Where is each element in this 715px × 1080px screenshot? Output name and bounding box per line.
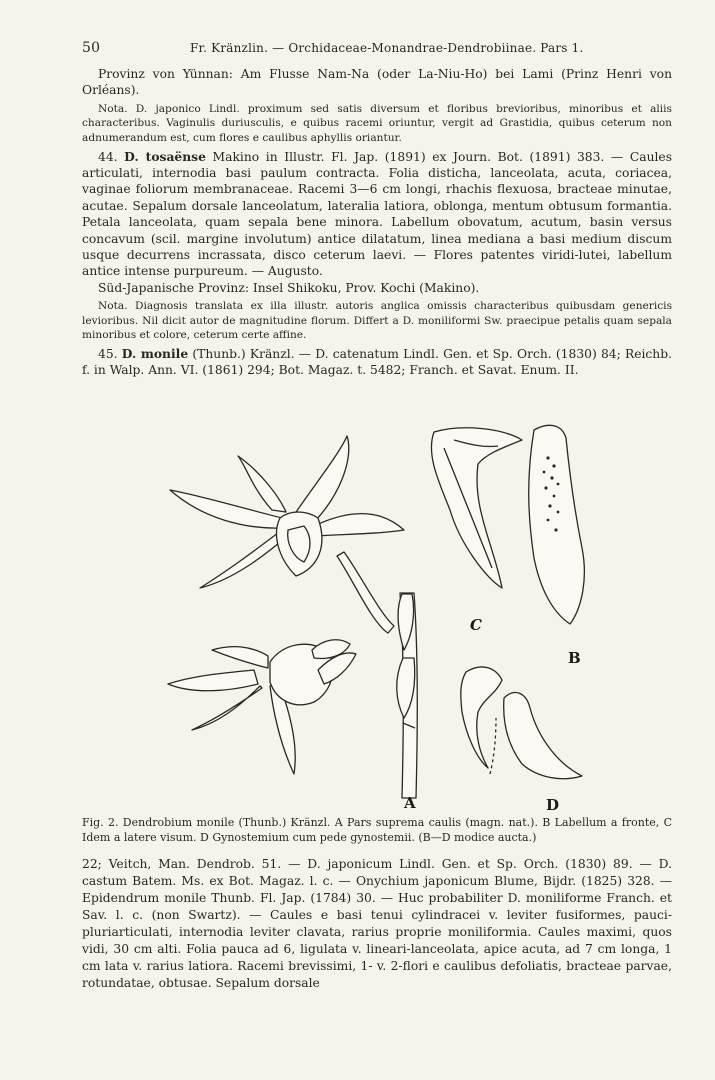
paragraph-nota-2: Nota. Diagnosis translata ex illa illustr. autoris anglica omissis characteribus quibusdam genericis levioribus. Nil dicit autor de magnitudine florum. Differt a D. moniliformi Sw. praecipue petalis quam sepala minoribus et colore, ceterum certe affine.	[82, 300, 672, 342]
species-name: D. tosaënse	[124, 148, 206, 164]
figure-label-a: A	[404, 794, 416, 810]
page-number: 50	[82, 40, 101, 56]
paragraph-distribution-japan: Süd-Japanische Provinz: Insel Shikoku, Prov. Kochi (Makino).	[98, 280, 480, 295]
species-synonyms: (Thunb.) Kränzl. — D. catenatum Lindl. Gen. et Sp. Orch. (1830) 84; Reichb. f. in Walp. Ann. VI. (1861) 294; Bot. Magaz. t. 5482; Franch. et Savat. Enum. II.	[82, 347, 672, 378]
paragraph-distribution-yunnan: Provinz von Yünnan: Am Flusse Nam-Na (oder La-Niu-Ho) bei Lami (Prinz Henri von Orléans).	[82, 67, 672, 98]
figure-caption: Fig. 2. Dendrobium monile (Thunb.) Kränzl. A Pars suprema caulis (magn. nat.). B Labellum a fronte, C Idem a latere visum. D Gynostemium cum pede gynostemii. (B—D modice aucta.)	[82, 816, 672, 844]
paragraph-nota-1: Nota. D. japonico Lindl. proximum sed satis diversum et floribus brevioribus, minoribus et aliis characteribus. Vaginulis duriusculis, e quibus racemi oriuntur, vergit ad Grastidia, quibus ceterum non adnumerandum est, cum flores e caulibus aphyllis oriantur.	[82, 102, 672, 144]
gynostemium-drawing	[461, 667, 582, 779]
labellum-front-drawing	[529, 425, 585, 624]
paragraph-species-45-continued: 22; Veitch, Man. Dendrob. 51. — D. japonicum Lindl. Gen. et Sp. Orch. (1830) 89. — D. castum Batem. Ms. ex Bot. Magaz. l. c. — Onychium japonicum Blume, Bijdr. (1825) 328. — Epidendrum monile Thunb. Fl. Jap. (1784) 30. — Huc probabiliter D. moniliforme Franch. et Sav. l. c. (non Swartz). — Caules e basi tenui cylindracei v. leviter fusiformes, pauci-pluriarticulati, internodia leviter clavata, rarius proprie moniliformia. Caules maximi, quos vidi, 30 cm alti. Folia pauca ad 6, ligulata v. lineari-lanceolata, apice acuta, ad 7 cm longa, 1 cm lata v. rarius latiora. Racemi brevissimi, 1- v. 2-flori e caulibus defoliatis, bracteae parvae, rotundatae, obtusae. Sepalum dorsale	[82, 857, 672, 990]
figure-label-b: B	[568, 649, 581, 667]
orchid-drawing	[82, 418, 672, 810]
species-number: 45.	[98, 347, 118, 362]
labellum-side-drawing	[431, 428, 522, 588]
upper-flower-drawing	[170, 436, 404, 588]
running-title: Fr. Kränzlin. — Orchidaceae-Monandrae-Dendrobiinae. Pars 1.	[190, 41, 584, 55]
continuation-text	[82, 856, 672, 992]
lower-flower-drawing	[168, 640, 356, 774]
stem-drawing	[337, 552, 417, 798]
species-description: Makino in Illustr. Fl. Jap. (1891) ex Journ. Bot. (1891) 383. — Caules articulati, internodia basi paulum contracta. Folia disticha, lanceolata, acuta, coriacea, vaginae foliorum membranaceae. Racemi 3—6 cm longi, rhachis flexuosa, bracteae minutae, acutae. Sepalum dorsale lanceolatum, lateralia latiora, oblonga, mentum obtusum formantia. Petala lanceolata, quam sepala bene minora. Labellum obovatum, acutum, basin versus concavum (scil. margine involutum) antice dilatatum, linea mediana a basi medium discum usque decurrens incrassata, disco ceterum laevi. — Flores patentes viridi-lutei, labellum antice intense purpureum. — Augusto.	[82, 149, 673, 279]
figure-label-d: D	[546, 796, 560, 810]
main-text	[82, 66, 672, 379]
figure-label-c: C	[470, 616, 482, 634]
paragraph-species-45	[82, 346, 672, 379]
species-number: 44.	[98, 149, 118, 164]
paragraph-species-44	[82, 149, 672, 280]
species-name: D. monile	[121, 346, 189, 362]
botanical-illustration	[82, 418, 672, 810]
